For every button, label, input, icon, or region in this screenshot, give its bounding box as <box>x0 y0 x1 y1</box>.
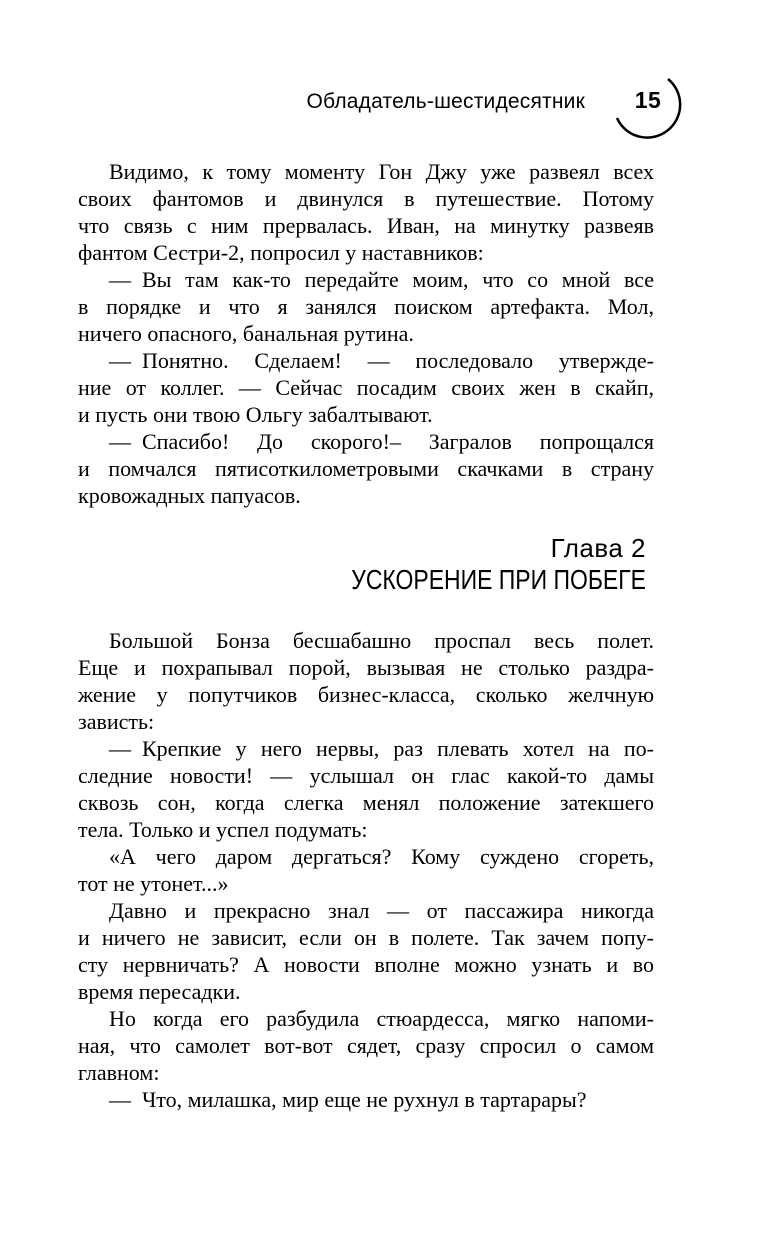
text-line: — Что, милашка, мир еще не рухнул в тартарары? <box>109 1087 587 1112</box>
text-line: — Вы там как-то передайте моим, что со мной все <box>109 267 654 292</box>
page-number: 15 <box>634 87 662 113</box>
text-line: Но когда его разбудила стюардесса, мягко напоми- <box>109 1006 654 1031</box>
text-line: — Спасибо! До скорого!– Загралов попрощался <box>109 429 654 454</box>
chapter-heading <box>78 531 654 595</box>
chapter-label: Глава 2 <box>550 533 646 563</box>
paragraph-group-after-heading <box>78 627 654 1113</box>
text-line: зависть: <box>78 709 155 734</box>
body-text <box>78 158 654 1113</box>
text-line: фантом Сестри-2, попросил у наставников: <box>78 240 484 265</box>
text-line: в порядке и что я занялся поиском артефакта. Мол, <box>78 294 654 319</box>
text-line: и помчался пятисоткилометровыми скачками в страну <box>78 456 654 481</box>
text-line: сквозь сон, когда слегка менял положение затекшего <box>78 790 654 815</box>
text-line: главном: <box>78 1060 160 1085</box>
text-line: и пусть они твою Ольгу забалтывают. <box>78 402 433 427</box>
paragraph-group-before-heading <box>78 158 654 509</box>
page-number-badge <box>610 70 686 142</box>
text-line: своих фантомов и двинулся в путешествие. Потому <box>78 186 654 211</box>
text-line: жение у попутчиков бизнес-класса, сколько желчную <box>78 682 654 707</box>
text-line: тот не утонет...» <box>78 871 229 896</box>
text-line: «А чего даром дергаться? Кому суждено сгореть, <box>109 844 654 869</box>
chapter-title: УСКОРЕНИЕ ПРИ ПОБЕГЕ <box>351 564 646 595</box>
text-line: Видимо, к тому моменту Гон Джу уже развеял всех <box>109 159 654 184</box>
text-line: и ничего не зависит, если он в полете. Так зачем попу- <box>78 925 654 950</box>
text-line: Большой Бонза бесшабашно проспал весь полет. <box>109 628 654 653</box>
text-line: — Понятно. Сделаем! — последовало утвержде- <box>109 348 654 373</box>
text-line: сту нервничать? А новости вполне можно узнать и во <box>78 952 654 977</box>
text-line: тела. Только и успел подумать: <box>78 817 368 842</box>
running-title: Обладатель-шестидесятник <box>306 90 585 113</box>
text-line: что связь с ним прервалась. Иван, на минутку развеяв <box>78 213 654 238</box>
text-line: Еще и похрапывал порой, вызывая не столько раздра- <box>78 655 654 680</box>
text-line: время пересадки. <box>78 979 241 1004</box>
page-header <box>78 90 654 116</box>
text-line: — Крепкие у него нервы, раз плевать хотел на по- <box>109 736 654 761</box>
text-line: ная, что самолет вот-вот сядет, сразу спросил о самом <box>78 1033 654 1058</box>
text-line: ничего опасного, банальная рутина. <box>78 321 414 346</box>
text-line: Давно и прекрасно знал — от пассажира никогда <box>109 898 654 923</box>
text-line: следние новости! — услышал он глас какой-то дамы <box>78 763 654 788</box>
text-line: кровожадных папуасов. <box>78 483 301 508</box>
text-line: ние от коллег. — Сейчас посадим своих жен в скайп, <box>78 375 654 400</box>
